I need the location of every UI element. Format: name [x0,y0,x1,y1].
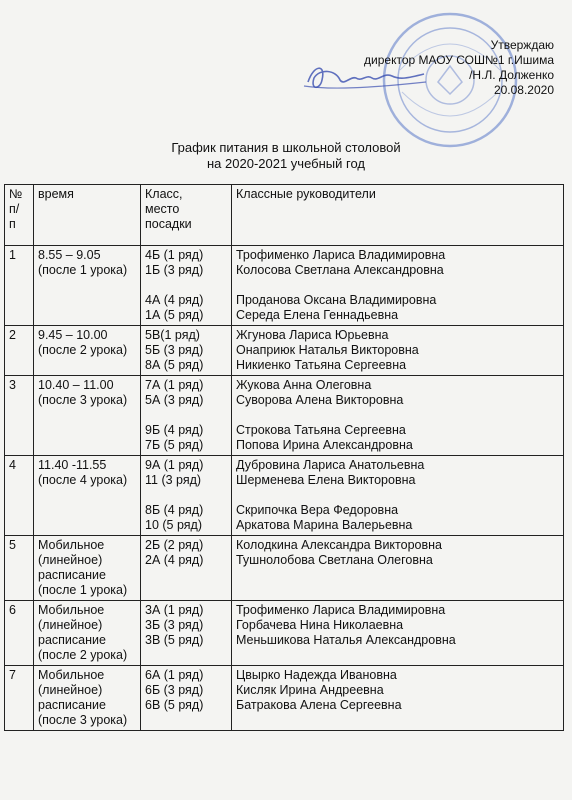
row-teachers [232,326,564,376]
row-time-line: 8.55 – 9.05 [38,248,101,262]
row-time [34,246,141,326]
row-classes-line: 2Б (2 ряд) [145,538,204,552]
row-teachers-line: Жгунова Лариса Юрьевна [236,328,389,342]
row-time-line: 10.40 – 11.00 [38,378,114,392]
row-time-line: (после 1 урока) [38,583,128,597]
document-title [0,140,572,172]
row-classes-line: 1А (5 ряд) [145,308,204,322]
row-time-line: расписание [38,633,106,647]
row-teachers-line: Тушнолобова Светлана Олеговна [236,553,433,567]
table-row [5,666,564,731]
row-classes-line: 5Б (3 ряд) [145,343,204,357]
row-number: 1 [5,246,34,326]
row-teachers-line [236,408,559,423]
row-classes [141,666,232,731]
row-teachers-line: Цвырко Надежда Ивановна [236,668,397,682]
row-number: 6 [5,601,34,666]
table-row [5,246,564,326]
row-classes [141,536,232,601]
row-time-line: расписание [38,698,106,712]
approval-title: Утверждаю [490,38,554,52]
row-teachers-line: Шерменева Елена Викторовна [236,473,416,487]
row-teachers-line: Проданова Оксана Владимировна [236,293,437,307]
row-classes [141,456,232,536]
row-teachers-line: Трофименко Лариса Владимировна [236,603,446,617]
row-classes [141,601,232,666]
row-teachers [232,536,564,601]
row-classes-line: 4А (4 ряд) [145,293,204,307]
row-time-line: (после 2 урока) [38,343,128,357]
row-classes-line: 5В(1 ряд) [145,328,200,342]
row-teachers [232,601,564,666]
row-teachers-line: Середа Елена Геннадьевна [236,308,399,322]
row-teachers-line [236,488,559,503]
table-row [5,326,564,376]
row-teachers-line: Горбачева Нина Николаевна [236,618,404,632]
row-classes-line: 1Б (3 ряд) [145,263,204,277]
row-time-line: (после 3 урока) [38,713,128,727]
row-teachers-line: Онаприюк Наталья Викторовна [236,343,419,357]
row-time-line: 11.40 -11.55 [38,458,107,472]
row-teachers-line: Никиенко Татьяна Сергеевна [236,358,407,372]
table-row [5,376,564,456]
row-teachers [232,666,564,731]
row-teachers [232,456,564,536]
row-teachers-line: Суворова Алена Викторовна [236,393,404,407]
row-number: 5 [5,536,34,601]
row-teachers-line: Колосова Светлана Александровна [236,263,444,277]
row-classes-line: 4Б (1 ряд) [145,248,204,262]
row-classes-line: 6А (1 ряд) [145,668,204,682]
row-time-line: (линейное) [38,553,103,567]
row-teachers-line: Аркатова Марина Валерьевна [236,518,413,532]
row-teachers [232,246,564,326]
row-teachers-line: Дубровина Лариса Анатольевна [236,458,425,472]
header-num-line: № [9,187,23,201]
approval-date: 20.08.2020 [493,83,554,97]
row-classes-line: 6В (5 ряд) [145,698,204,712]
header-class [141,185,232,246]
row-time-line: 9.45 – 10.00 [38,328,108,342]
approval-block [364,38,554,98]
row-time [34,456,141,536]
header-time: время [34,185,141,246]
row-classes-line: 3А (1 ряд) [145,603,204,617]
schedule-table [4,184,564,731]
row-classes [141,246,232,326]
row-classes-line: 5А (3 ряд) [145,393,204,407]
row-time-line: (линейное) [38,618,103,632]
row-teachers-line: Скрипочка Вера Федоровна [236,503,399,517]
row-classes-line: 9Б (4 ряд) [145,423,204,437]
row-teachers-line: Кисляк Ирина Андреевна [236,683,384,697]
row-classes-line: 9А (1 ряд) [145,458,204,472]
row-time-line: (после 2 урока) [38,648,128,662]
row-teachers-line: Меньшикова Наталья Александровна [236,633,456,647]
row-classes [141,326,232,376]
table-header-row [5,185,564,246]
row-time [34,326,141,376]
row-classes-line: 7А (1 ряд) [145,378,204,392]
row-time-line: Мобильное [38,668,105,682]
row-classes-line: 2А (4 ряд) [145,553,204,567]
row-number: 2 [5,326,34,376]
row-classes-line: 7Б (5 ряд) [145,438,204,452]
row-classes-line: 6Б (3 ряд) [145,683,204,697]
approval-name: /Н.Л. Долженко [469,68,554,82]
row-classes-line: 10 (5 ряд) [145,518,203,532]
row-number: 3 [5,376,34,456]
header-teachers: Классные руководители [232,185,564,246]
row-time-line: расписание [38,568,106,582]
row-classes-line [145,488,227,503]
title-line-1: График питания в школьной столовой [171,140,401,155]
row-classes-line: 3Б (3 ряд) [145,618,204,632]
row-time-line: (после 3 урока) [38,393,128,407]
row-time-line: (после 4 урока) [38,473,128,487]
row-classes-line: 11 (3 ряд) [145,473,202,487]
row-teachers-line: Колодкина Александра Викторовна [236,538,442,552]
row-teachers-line: Жукова Анна Олеговна [236,378,372,392]
row-classes-line: 8Б (4 ряд) [145,503,204,517]
row-number: 7 [5,666,34,731]
row-time [34,601,141,666]
row-time-line: (линейное) [38,683,103,697]
title-line-2: на 2020-2021 учебный год [207,156,365,171]
row-classes-line: 8А (5 ряд) [145,358,204,372]
row-classes-line [145,278,227,293]
row-time [34,376,141,456]
row-time-line: Мобильное [38,538,105,552]
header-num-line: п [9,217,16,231]
row-teachers-line [236,278,559,293]
row-teachers [232,376,564,456]
row-teachers-line: Строкова Татьяна Сергеевна [236,423,406,437]
row-teachers-line: Батракова Алена Сергеевна [236,698,402,712]
row-classes-line: 3В (5 ряд) [145,633,204,647]
header-num [5,185,34,246]
row-number: 4 [5,456,34,536]
row-teachers-line: Трофименко Лариса Владимировна [236,248,446,262]
table-row [5,601,564,666]
row-time-line: Мобильное [38,603,105,617]
header-class-line: Класс, [145,187,183,201]
table-row [5,536,564,601]
approval-position: директор МАОУ СОШ№1 г.Ишима [364,53,554,67]
header-class-line: посадки [145,217,192,231]
row-time-line: (после 1 урока) [38,263,128,277]
row-classes-line [145,408,227,423]
row-classes [141,376,232,456]
header-num-line: п/ [9,202,20,216]
row-time [34,536,141,601]
row-time [34,666,141,731]
header-class-line: место [145,202,180,216]
table-row [5,456,564,536]
row-teachers-line: Попова Ирина Александровна [236,438,413,452]
